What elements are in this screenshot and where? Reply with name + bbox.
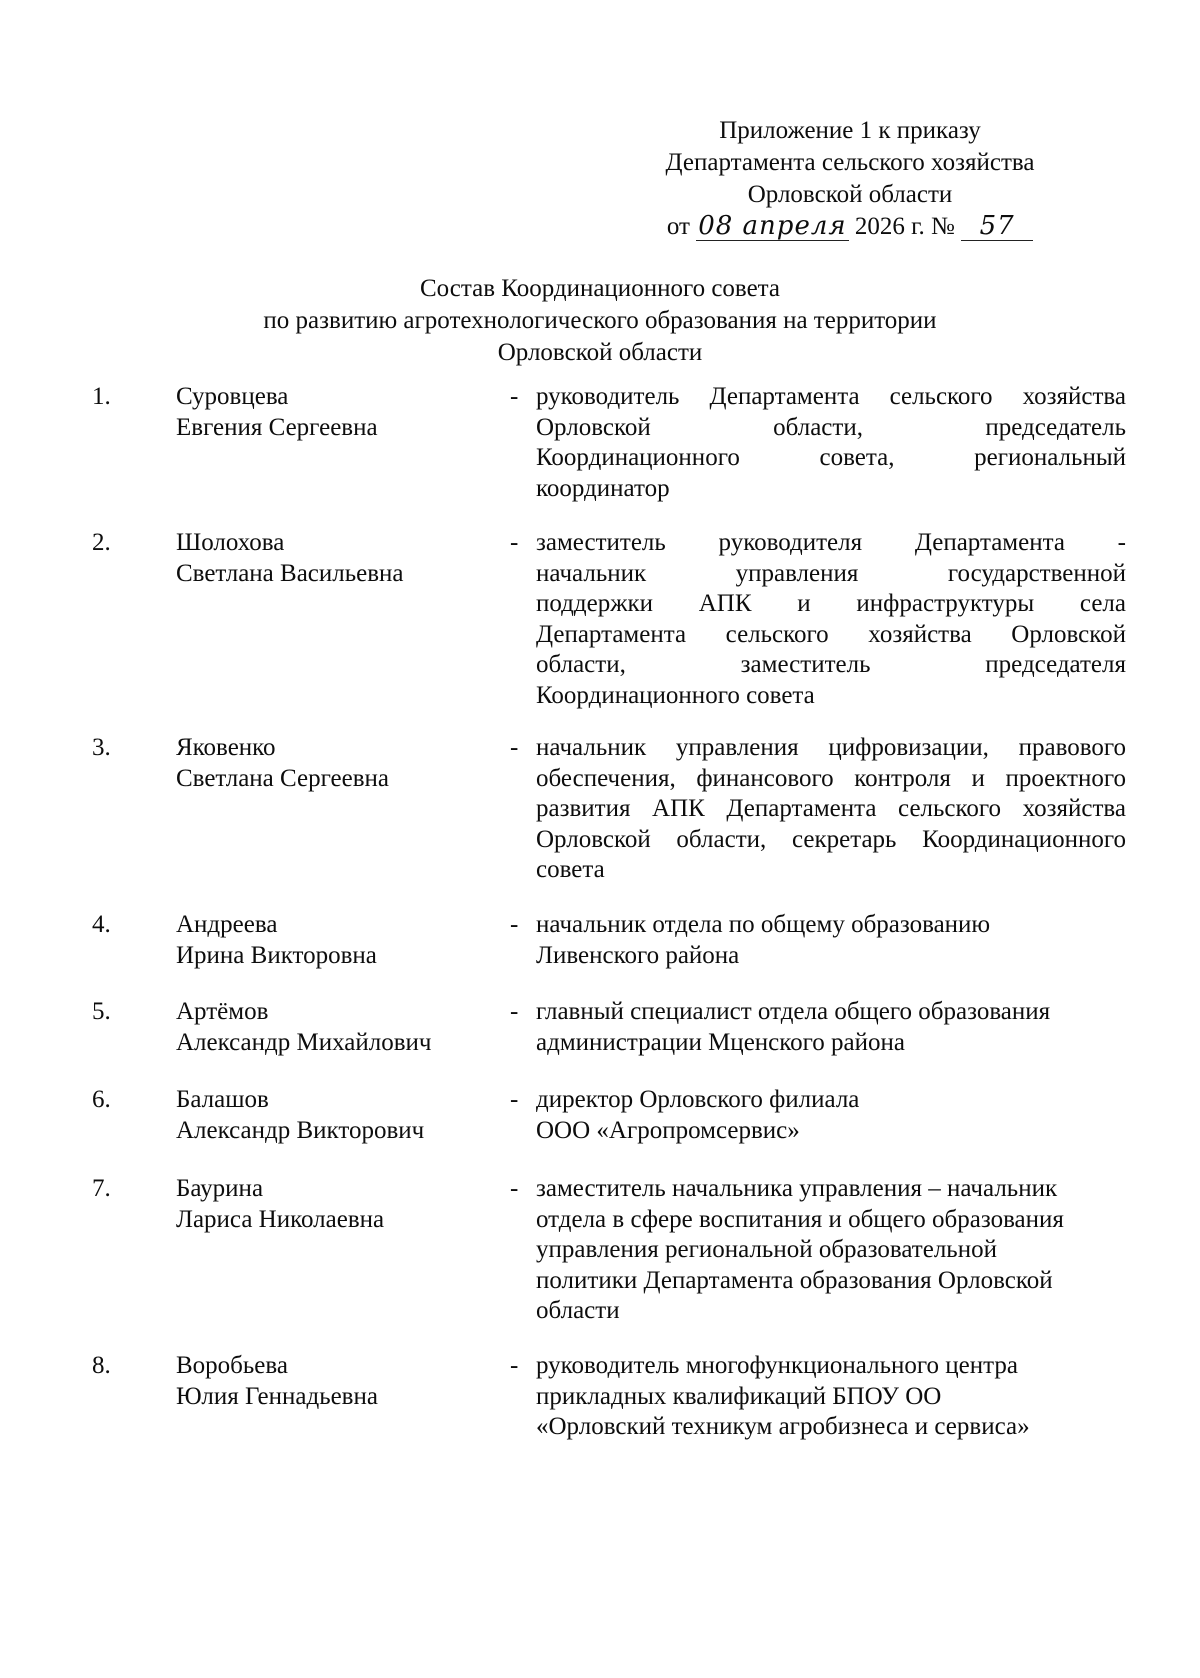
position-line: начальник отдела по общему образованию	[536, 911, 991, 938]
position-line: Координационного совета	[536, 681, 815, 709]
member-surname: Шолохова	[176, 529, 285, 556]
position-line: управления региональной образовательной	[536, 1236, 997, 1263]
order-date-line	[590, 211, 1110, 243]
member-surname: Суровцева	[176, 383, 289, 410]
member-surname: Балашов	[176, 1086, 269, 1113]
dash-separator: -	[510, 1352, 519, 1379]
member-position	[536, 528, 1126, 711]
member-number: 5.	[92, 998, 111, 1025]
position-line: Ливенского района	[536, 941, 740, 969]
member-given-names: Александр Михайлович	[176, 1028, 432, 1056]
member-position	[536, 733, 1126, 886]
position-line: начальник управления цифровизации, правового	[536, 734, 1126, 761]
year-and-number-label: 2026 г. №	[854, 213, 955, 240]
member-surname: Воробьева	[176, 1352, 288, 1379]
member-given-names: Александр Викторович	[176, 1116, 425, 1144]
appendix-line-1: Приложение 1 к приказу	[719, 117, 981, 144]
member-given-names: Светлана Сергеевна	[176, 764, 390, 792]
position-line: ООО «Агропромсервис»	[536, 1116, 800, 1144]
member-surname: Баурина	[176, 1175, 264, 1202]
position-line: развития АПК Департамента сельского хозяйства	[536, 795, 1126, 822]
dash-separator: -	[510, 529, 519, 556]
member-number: 4.	[92, 911, 111, 938]
position-line: Орловской области, секретарь Координационного	[536, 825, 1126, 853]
member-given-names: Евгения Сергеевна	[176, 413, 378, 441]
handwritten-date: 08 апреля	[698, 211, 847, 241]
appendix-line-3: Орловской области	[747, 181, 953, 208]
member-name	[176, 1174, 476, 1235]
member-position	[536, 910, 1126, 971]
member-name	[176, 910, 476, 971]
dash-separator: -	[510, 1086, 519, 1113]
position-line: директор Орловского филиала	[536, 1086, 860, 1113]
member-given-names: Светлана Васильевна	[176, 559, 404, 587]
position-line: руководитель многофункционального центра	[536, 1352, 1018, 1379]
position-line: заместитель руководителя Департамента -	[536, 529, 1126, 556]
member-name	[176, 1351, 476, 1412]
member-number: 1.	[92, 383, 111, 410]
position-line: Орловской области, председатель	[536, 413, 1126, 441]
member-surname: Артёмов	[176, 998, 269, 1025]
member-position	[536, 1174, 1126, 1327]
dash-separator: -	[510, 383, 519, 410]
document-title	[170, 273, 1030, 369]
member-number: 6.	[92, 1086, 111, 1113]
member-position	[536, 1351, 1126, 1443]
member-name	[176, 528, 476, 589]
member-position	[536, 997, 1126, 1058]
position-line: начальник управления государственной	[536, 559, 1126, 587]
position-line: политики Департамента образования Орловской	[536, 1266, 1053, 1294]
member-given-names: Юлия Геннадьевна	[176, 1382, 378, 1410]
title-line-2: по развитию агротехнологического образования на территории	[263, 307, 937, 334]
position-line: координатор	[536, 474, 670, 502]
title-line-3: Орловской области	[497, 339, 703, 366]
position-line: области	[536, 1297, 620, 1324]
position-line: прикладных квалификаций БПОУ ОО	[536, 1382, 942, 1410]
member-given-names: Лариса Николаевна	[176, 1205, 385, 1233]
title-line-1: Состав Координационного совета	[419, 275, 781, 302]
member-number: 8.	[92, 1352, 111, 1379]
member-number: 7.	[92, 1175, 111, 1202]
dash-separator: -	[510, 734, 519, 761]
member-number: 2.	[92, 529, 111, 556]
position-line: отдела в сфере воспитания и общего образования	[536, 1205, 1064, 1233]
member-position	[536, 382, 1126, 504]
date-prefix: от	[666, 213, 690, 240]
member-position	[536, 1085, 1126, 1146]
position-line: Департамента сельского хозяйства Орловской	[536, 620, 1126, 648]
handwritten-order-number: 57	[961, 212, 1033, 241]
position-line: главный специалист отдела общего образования	[536, 998, 1051, 1025]
position-line: поддержки АПК и инфраструктуры села	[536, 590, 1126, 617]
position-line: Координационного совета, региональный	[536, 444, 1126, 471]
position-line: «Орловский техникум агробизнеса и сервиса»	[536, 1413, 1030, 1440]
member-number: 3.	[92, 734, 111, 761]
member-name	[176, 1085, 476, 1146]
member-surname: Андреева	[176, 911, 278, 938]
dash-separator: -	[510, 911, 519, 938]
appendix-line-2: Департамента сельского хозяйства	[665, 149, 1035, 176]
position-line: администрации Мценского района	[536, 1028, 905, 1056]
position-line: области, заместитель председателя	[536, 651, 1126, 678]
dash-separator: -	[510, 1175, 519, 1202]
member-name	[176, 997, 476, 1058]
dash-separator: -	[510, 998, 519, 1025]
member-given-names: Ирина Викторовна	[176, 941, 377, 969]
member-surname: Яковенко	[176, 734, 276, 761]
position-line: совета	[536, 856, 605, 883]
position-line: руководитель Департамента сельского хозяйства	[536, 383, 1126, 410]
position-line: заместитель начальника управления – начальник	[536, 1175, 1058, 1202]
appendix-header	[590, 115, 1110, 243]
member-name	[176, 382, 476, 443]
member-name	[176, 733, 476, 794]
position-line: обеспечения, финансового контроля и проектного	[536, 764, 1126, 792]
